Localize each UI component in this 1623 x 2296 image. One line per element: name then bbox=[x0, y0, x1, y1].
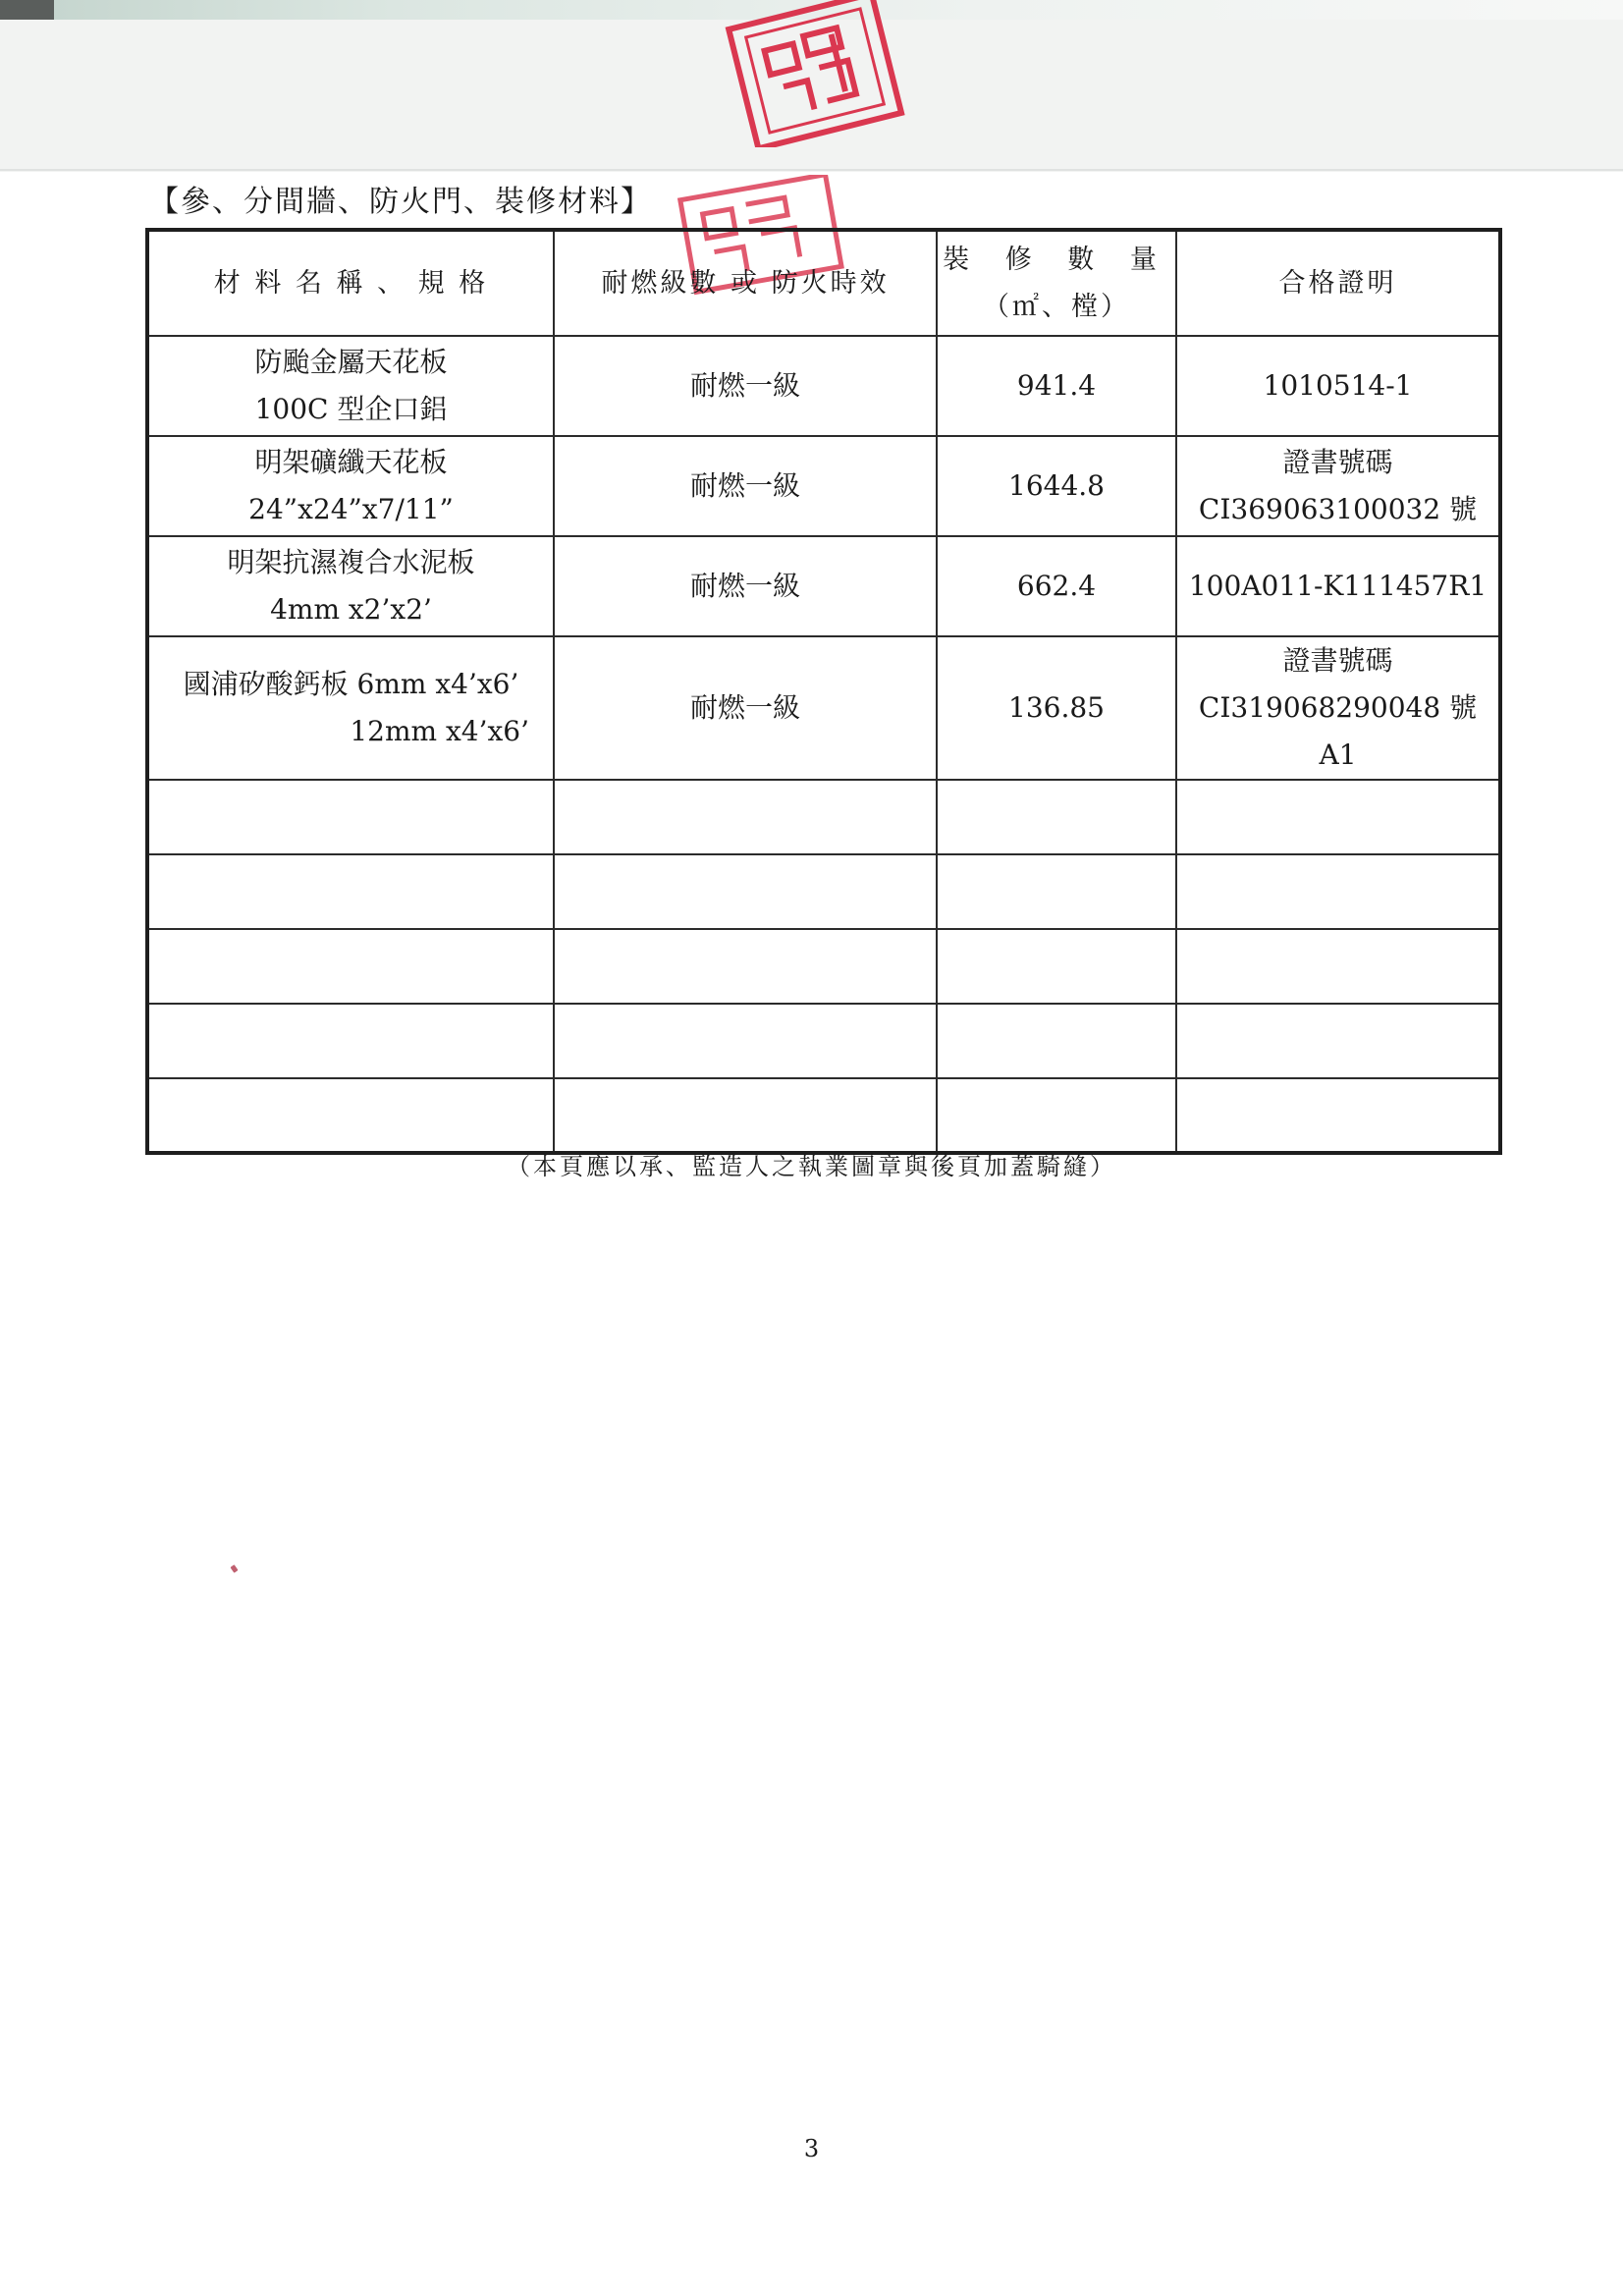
empty-cell bbox=[147, 929, 554, 1004]
footnote: （本頁應以承、監造人之執業圖章與後頁加蓋騎縫） bbox=[507, 1153, 1116, 1180]
cell-fire-grade: 耐燃一級 bbox=[554, 336, 937, 436]
cell-certificate bbox=[1176, 436, 1500, 536]
scan-fold-edge bbox=[0, 169, 1623, 171]
material-spec-line: 4mm x2’x2’ bbox=[270, 593, 432, 626]
empty-cell bbox=[1176, 854, 1500, 929]
material-spec-line: 100C 型企口鋁 bbox=[254, 393, 448, 425]
section-title: 【參、分間牆、防火門、裝修材料】 bbox=[149, 185, 652, 219]
table-header-row bbox=[147, 230, 1500, 336]
material-spec-line: 24”x24”x7/11” bbox=[248, 493, 454, 525]
cell-fire-grade: 耐燃一級 bbox=[554, 636, 937, 780]
header-material-name: 材 料 名 稱 、 規 格 bbox=[147, 230, 554, 336]
header-quantity bbox=[937, 230, 1176, 336]
empty-cell bbox=[554, 1078, 937, 1153]
empty-cell bbox=[937, 854, 1176, 929]
materials-table bbox=[145, 228, 1502, 1155]
material-name-line: 明架抗濕複合水泥板 bbox=[227, 546, 475, 578]
cell-certificate bbox=[1176, 536, 1500, 636]
cell-fire-grade: 耐燃一級 bbox=[554, 436, 937, 536]
cell-material-name bbox=[147, 336, 554, 436]
empty-cell bbox=[937, 1078, 1176, 1153]
seal-stamp-top bbox=[702, 0, 928, 147]
empty-cell bbox=[554, 1004, 937, 1078]
cell-fire-grade: 耐燃一級 bbox=[554, 536, 937, 636]
table-row-empty bbox=[147, 854, 1500, 929]
header-quantity-unit: （㎡、樘） bbox=[983, 291, 1130, 322]
cell-material-name bbox=[147, 636, 554, 780]
certificate-line: 100A011-K111457R1 bbox=[1188, 570, 1488, 602]
table-row-empty bbox=[147, 1004, 1500, 1078]
certificate-line: 1010514-1 bbox=[1263, 369, 1413, 402]
table-row bbox=[147, 536, 1500, 636]
empty-cell bbox=[147, 1004, 554, 1078]
table-row bbox=[147, 636, 1500, 780]
empty-cell bbox=[1176, 1004, 1500, 1078]
cell-quantity: 1644.8 bbox=[937, 436, 1176, 536]
empty-cell bbox=[937, 1004, 1176, 1078]
material-spec-line: 12mm x4’x6’ bbox=[350, 715, 529, 747]
empty-cell bbox=[1176, 1078, 1500, 1153]
empty-cell bbox=[554, 854, 937, 929]
table-row-empty bbox=[147, 780, 1500, 854]
empty-cell bbox=[1176, 780, 1500, 854]
empty-cell bbox=[1176, 929, 1500, 1004]
cell-quantity: 662.4 bbox=[937, 536, 1176, 636]
empty-cell bbox=[937, 929, 1176, 1004]
material-name-line: 明架礦纖天花板 bbox=[254, 446, 448, 478]
empty-cell bbox=[554, 929, 937, 1004]
material-name-line: 防颱金屬天花板 bbox=[254, 346, 448, 378]
cell-certificate bbox=[1176, 336, 1500, 436]
header-quantity-label: 裝 修 數 量 bbox=[943, 244, 1170, 275]
certificate-number-line: CI369063100032 號 bbox=[1198, 493, 1478, 525]
table-row-empty bbox=[147, 1078, 1500, 1153]
cell-quantity: 941.4 bbox=[937, 336, 1176, 436]
cell-material-name bbox=[147, 536, 554, 636]
page-number: 3 bbox=[803, 2135, 820, 2162]
table-row bbox=[147, 436, 1500, 536]
header-fire-grade: 耐燃級數 或 防火時效 bbox=[554, 230, 937, 336]
header-certificate: 合格證明 bbox=[1176, 230, 1500, 336]
table-row-empty bbox=[147, 929, 1500, 1004]
empty-cell bbox=[554, 780, 937, 854]
certificate-number-line: CI319068290048 號 A1 bbox=[1198, 691, 1478, 771]
empty-cell bbox=[147, 780, 554, 854]
material-name-line: 國浦矽酸鈣板 6mm x4’x6’ bbox=[183, 668, 519, 700]
scan-speck bbox=[230, 1564, 238, 1573]
cell-certificate bbox=[1176, 636, 1500, 780]
cell-material-name bbox=[147, 436, 554, 536]
empty-cell bbox=[937, 780, 1176, 854]
empty-cell bbox=[147, 854, 554, 929]
table-row bbox=[147, 336, 1500, 436]
certificate-line: 證書號碼 bbox=[1282, 446, 1393, 478]
empty-cell bbox=[147, 1078, 554, 1153]
certificate-line: 證書號碼 bbox=[1282, 644, 1393, 677]
cell-quantity: 136.85 bbox=[937, 636, 1176, 780]
